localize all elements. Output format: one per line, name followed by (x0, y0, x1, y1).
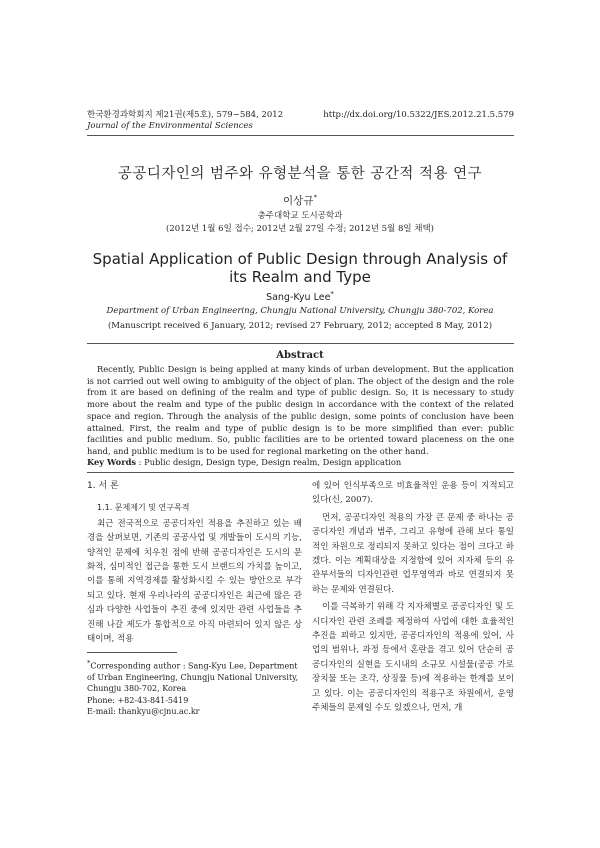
journal-header (87, 110, 283, 132)
abstract-bottom-rule (87, 472, 514, 473)
keywords (87, 457, 514, 467)
footnote-author-text: Corresponding author : Sang-Kyu Lee, Department of Urban Engineering, Chungju National University, Chungju 380-702, Korea (87, 661, 299, 694)
korean-dates: (2012년 1월 6일 접수; 2012년 2월 27일 수정; 2012년 5월 8일 채택) (166, 224, 434, 234)
header-rule (87, 135, 514, 136)
right-column (312, 479, 514, 716)
footnote-author (87, 658, 302, 695)
journal-citation-ko: 한국환경과학회지 제21권(제5호), 579~584, 2012 (87, 110, 284, 120)
english-title-line1: Spatial Application of Public Design through Analysis of (92, 250, 508, 268)
paragraph: 최근 전국적으로 공공디자인 적용을 추진하고 있는 배경을 살펴보면, 기존의 공공사업 및 개발들이 도시의 기능, 양적인 문제에 치우친 점에 반해 공공디자인은 도시의 문화적, 심미적인 접근을 통한 도시 브랜드의 가치를 높이고, 이를 통해 지역경제를 활성화시킬 수 있는 방안으로 부각되고 있다. 현재 우리나라의 공공디자인은 최근에 많은 관심과 다양한 사업들이 추진 중에 있지만 관련 사업들을 추진해 나갈 제도가 통합적으로 아직 마련되어 있지 않은 상태이며, 적용 (87, 518, 302, 645)
abstract-top-rule (87, 343, 514, 344)
abstract-heading: Abstract (276, 350, 324, 361)
english-title (60, 250, 540, 286)
journal-name-en: Journal of the Environmental Sciences (87, 121, 253, 131)
korean-affiliation: 충주대학교 도시공학과 (257, 211, 343, 221)
english-title-line2: its Realm and Type (229, 268, 371, 286)
korean-title: 공공디자인의 범주와 유형분석을 통한 공간적 적용 연구 (117, 166, 483, 182)
footnote-phone: Phone: +82-43-841-5419 (87, 695, 189, 705)
section-heading: 1. 서 론 (87, 481, 119, 491)
footnote (87, 652, 302, 717)
paragraph: 이를 극복하기 위해 각 지자체별로 공공디자인 및 도시디자인 관련 조례를 제정하여 사업에 대한 효율적인 추진을 꾀하고 있지만, 공공디자인의 적용에 있어, 사업의 범위나, 과정 등에서 혼란을 겪고 있어 단순히 공공디자인의 실현을 도시내의 소규모 시설물(공공 가로장치물 또는 조각, 상징물 등)에 적용하는 한계를 보이고 있다. 이는 공공디자인의 적용구조 차원에서, 운영주체들의 문제일 수도 있겠으나, 먼저, 개 (312, 602, 514, 714)
left-column (87, 479, 302, 646)
paragraph: 에 있어 인식부족으로 비효율적인 운용 등이 지적되고 있다(신, 2007). (312, 481, 514, 506)
footnote-mark: * (87, 659, 91, 667)
korean-author-mark: * (313, 193, 317, 202)
footnote-rule (87, 652, 177, 653)
abstract-text: Recently, Public Design is being applied at many kinds of urban development. But the application is not carried out well owing to ambiguity of the object of plan. The object of the design and the role from it are based on defining of the realm and type of public design. So, it is necessary to study more about the realm and type of the public design in accordance with the context of the related space and region. Through the analysis of the public design, some points of conclusion have been attained. First, the realm and type of public design is to be more simplified than ever: public facilities and public medium. So, public facilities are to be oriented toward placeness on the one hand, and public medium is to be used for regional marketing on the other hand. (87, 364, 514, 456)
abstract-body (87, 364, 514, 458)
footnote-email[interactable]: E-mail: thankyu@cjnu.ac.kr (87, 706, 200, 716)
subsection-heading: 1.1. 문제제기 및 연구목적 (97, 503, 190, 513)
korean-author (60, 193, 540, 208)
english-affiliation: Department of Urban Engineering, Chungju National University, Chungju 380-702, Korea (106, 306, 494, 316)
keywords-text: : Public design, Design type, Design realm, Design application (136, 457, 402, 467)
english-author-mark: * (330, 290, 334, 298)
doi-link[interactable]: http://dx.doi.org/10.5322/JES.2012.21.5.579 (323, 110, 514, 120)
english-dates: (Manuscript received 6 January, 2012; revised 27 February, 2012; accepted 8 May, 2012) (107, 321, 493, 331)
korean-author-name: 이상규 (283, 195, 314, 207)
keywords-label: Key Words (87, 457, 137, 467)
english-author (60, 290, 540, 303)
paragraph: 먼저, 공공디자인 적용의 가장 큰 문제 중 하나는 공공디자인 개념과 범주, 그리고 유형에 관해 보다 통일적인 차원으로 정리되지 못하고 있다는 점이 크다고 하겠다. 이는 계획대상을 지정함에 있어 지자체 등의 유관부서들의 디자인관련 업무영역과 바로 연결되지 못하는 문제와 연결된다. (312, 512, 514, 595)
english-author-name: Sang-Kyu Lee (266, 292, 331, 304)
